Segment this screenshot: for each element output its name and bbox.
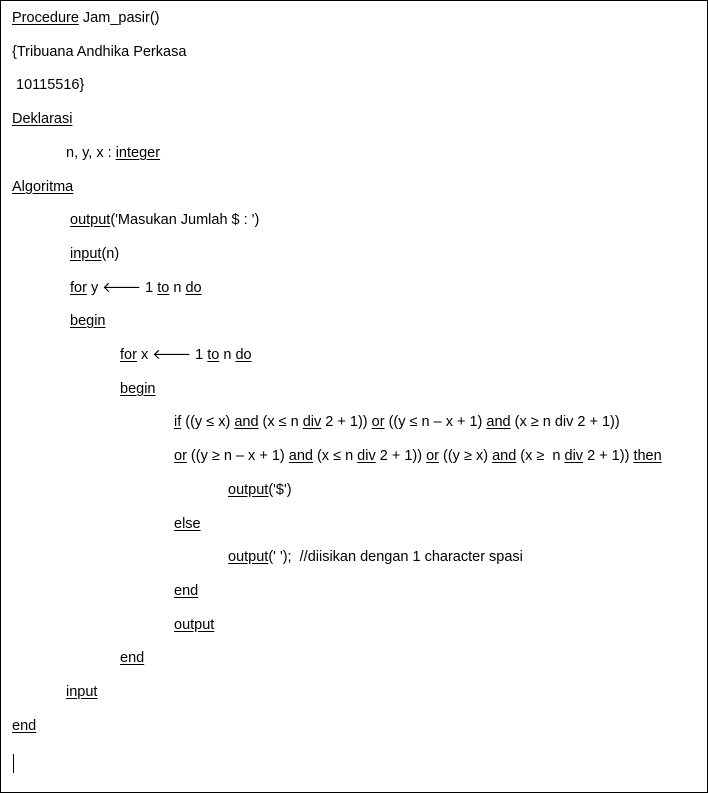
code-line[interactable] [70, 244, 119, 264]
keyword-token: else [174, 516, 201, 532]
keyword-token: end [120, 650, 145, 666]
code-token: 🡐 [152, 347, 192, 363]
code-line[interactable] [12, 42, 186, 62]
keyword-token: begin [70, 313, 106, 329]
code-token: {Tribuana Andhika Perkasa [12, 44, 187, 60]
code-line[interactable] [228, 480, 292, 500]
code-line[interactable] [174, 446, 662, 466]
keyword-token: and [234, 414, 259, 430]
code-token: (x ≤ n [258, 414, 303, 430]
code-token: n, y, x : [66, 145, 116, 161]
keyword-token: div [302, 414, 322, 430]
code-line[interactable] [120, 648, 144, 668]
code-line[interactable] [174, 514, 201, 534]
code-line[interactable] [66, 143, 160, 163]
keyword-token: begin [120, 381, 156, 397]
code-line[interactable] [70, 278, 202, 298]
keyword-token: and [486, 414, 511, 430]
code-line[interactable] [174, 581, 198, 601]
keyword-token: output [174, 617, 215, 633]
keyword-token: if [174, 414, 182, 430]
code-token: 2 + 1)) [583, 448, 634, 464]
keyword-token: end [12, 718, 37, 734]
code-line[interactable] [66, 682, 97, 702]
code-token: 1 [141, 280, 158, 296]
code-line[interactable] [12, 109, 72, 129]
keyword-token: integer [115, 145, 161, 161]
keyword-token: to [157, 280, 170, 296]
code-token: x [136, 347, 153, 363]
keyword-token: and [492, 448, 517, 464]
code-token: n [169, 280, 186, 296]
code-token: (x ≥ n [516, 448, 565, 464]
keyword-token: end [174, 583, 199, 599]
code-token: 2 + 1)) [321, 414, 372, 430]
code-token: ((y ≥ n – x + 1) [186, 448, 289, 464]
keyword-token: do [235, 347, 252, 363]
keyword-token: to [207, 347, 220, 363]
keyword-token: input [66, 684, 98, 700]
code-token: 2 + 1)) [375, 448, 427, 464]
keyword-token: input [70, 246, 102, 262]
keyword-token: Algoritma [12, 179, 74, 195]
keyword-token: Deklarasi [12, 111, 73, 127]
code-token: ((y ≥ x) [439, 448, 493, 464]
code-token: 10115516} [12, 77, 85, 93]
code-line[interactable] [120, 379, 155, 399]
code-line[interactable] [12, 8, 159, 28]
code-token: (x ≥ n div 2 + 1)) [510, 414, 620, 430]
keyword-token: or [371, 414, 385, 430]
code-line[interactable] [174, 412, 620, 432]
keyword-token: output [70, 212, 111, 228]
keyword-token: div [357, 448, 376, 464]
keyword-token: div [564, 448, 584, 464]
code-token: y [86, 280, 103, 296]
code-line[interactable] [70, 311, 105, 331]
keyword-token: then [633, 448, 662, 464]
code-line[interactable] [70, 210, 259, 230]
code-token: ('Masukan Jumlah $ : ') [110, 212, 260, 228]
keyword-token: output [228, 549, 269, 565]
code-token: n [219, 347, 236, 363]
code-token: (' '); //diisikan dengan 1 character spasi [268, 549, 523, 565]
code-token: (x ≤ n [312, 448, 358, 464]
code-line[interactable] [12, 177, 73, 197]
code-token: ((y ≤ n – x + 1) [384, 414, 487, 430]
keyword-token: or [426, 448, 439, 464]
code-token: (n) [101, 246, 120, 262]
keyword-token: or [174, 448, 187, 464]
code-token: ('$') [268, 482, 292, 498]
code-line[interactable] [174, 615, 214, 635]
keyword-token: for [70, 280, 87, 296]
code-token: 1 [191, 347, 208, 363]
text-cursor [13, 754, 14, 773]
keyword-token: do [185, 280, 202, 296]
code-token: Jam_pasir() [78, 10, 160, 26]
keyword-token: Procedure [12, 10, 79, 26]
keyword-token: output [228, 482, 269, 498]
code-token: 🡐 [102, 280, 142, 296]
code-line[interactable] [12, 716, 36, 736]
keyword-token: for [120, 347, 137, 363]
code-line[interactable] [12, 75, 84, 95]
keyword-token: and [288, 448, 313, 464]
code-token: ((y ≤ x) [181, 414, 235, 430]
code-line[interactable] [228, 547, 523, 567]
code-line[interactable] [120, 345, 252, 365]
